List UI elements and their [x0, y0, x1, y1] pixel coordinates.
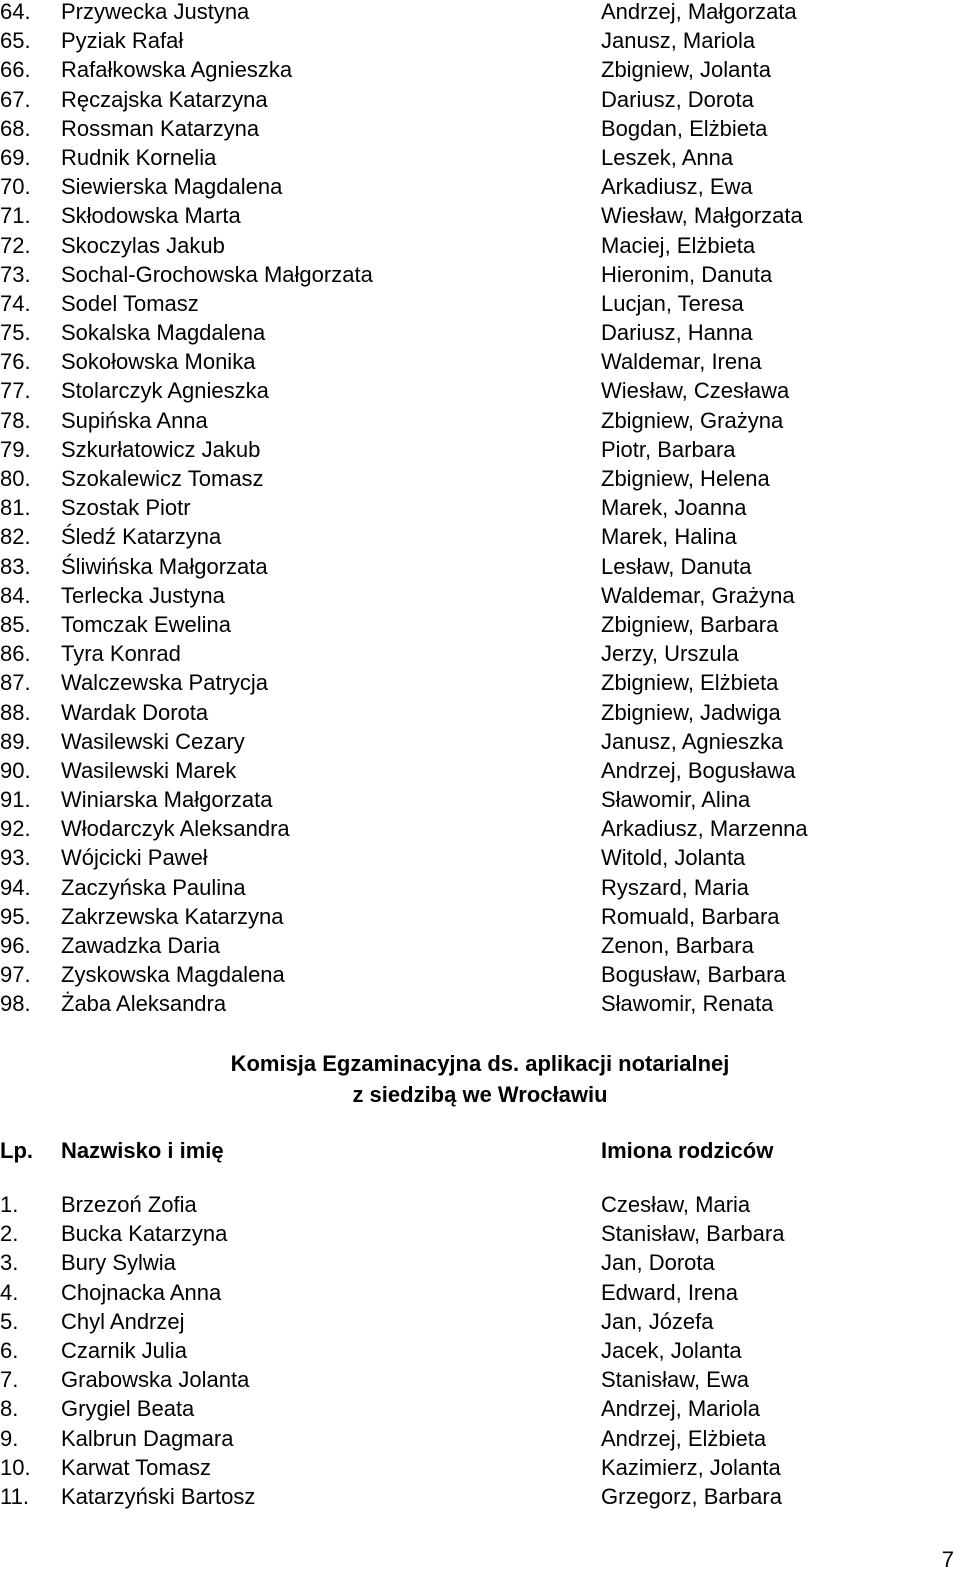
list-item-parents: Zenon, Barbara [601, 933, 754, 958]
list-item-name: Zawadzka Daria [61, 933, 220, 958]
list-item-number: 72. [0, 232, 31, 258]
list-item-number: 81. [0, 495, 31, 521]
list-item-name: Śledź Katarzyna [61, 524, 222, 550]
list-item-name: Chojnacka Anna [61, 1279, 222, 1305]
list-item-number: 68. [0, 115, 31, 141]
list-item-parents: Leszek, Anna [601, 144, 734, 170]
list-item [0, 756, 960, 785]
list-item-name: Grygiel Beata [61, 1396, 195, 1422]
list-item [0, 0, 960, 26]
list-item [0, 347, 960, 376]
list-item-name: Bucka Katarzyna [61, 1221, 228, 1247]
list-item [0, 1307, 960, 1336]
list-item [0, 464, 960, 493]
list-item-name: Zakrzewska Katarzyna [61, 903, 284, 929]
list-item-parents: Jerzy, Urszula [601, 641, 739, 667]
list-item-parents: Maciej, Elżbieta [601, 232, 756, 258]
list-item-name: Przywecka Justyna [61, 0, 250, 24]
list-item-name: Sokołowska Monika [61, 349, 256, 375]
list-item-number: 66. [0, 57, 31, 83]
list-item-name: Kalbrun Dagmara [61, 1425, 234, 1451]
list-item [0, 960, 960, 989]
page-number: 7 [941, 1547, 954, 1572]
list-item-name: Żaba Aleksandra [61, 991, 227, 1017]
list-item [0, 172, 960, 201]
list-item-name: Rudnik Kornelia [61, 144, 217, 170]
list-item-number: 94. [0, 874, 31, 900]
list-item-name: Ręczajska Katarzyna [61, 86, 268, 112]
list-item-number: 93. [0, 845, 31, 871]
list-item [0, 143, 960, 172]
list-item-name: Tyra Konrad [61, 641, 181, 667]
list-item-number: 91. [0, 787, 31, 813]
list-item-name: Sodel Tomasz [61, 290, 199, 316]
list-item-number: 89. [0, 728, 31, 754]
list-item-parents: Dariusz, Dorota [601, 86, 754, 112]
list-item-name: Supińska Anna [61, 407, 208, 433]
candidate-list-wroclaw [0, 1190, 960, 1511]
list-item [0, 1453, 960, 1482]
list-item-parents: Zbigniew, Barbara [601, 611, 779, 637]
list-item-name: Chyl Andrzej [61, 1308, 185, 1334]
list-item-number: 10. [0, 1454, 31, 1480]
list-item-parents: Janusz, Agnieszka [601, 728, 784, 754]
list-item-number: 74. [0, 290, 31, 316]
list-item [0, 1365, 960, 1394]
list-item-parents: Arkadiusz, Marzenna [601, 816, 808, 842]
list-item-number: 83. [0, 553, 31, 579]
list-item [0, 376, 960, 405]
list-item-name: Wójcicki Paweł [61, 845, 208, 871]
list-item [0, 55, 960, 84]
list-item [0, 26, 960, 55]
list-item [0, 114, 960, 143]
list-item-parents: Ryszard, Maria [601, 874, 749, 900]
section-title: Komisja Egzaminacyjna ds. aplikacji notarialnej [230, 1051, 730, 1076]
list-item-name: Wardak Dorota [61, 699, 209, 725]
list-item-number: 85. [0, 611, 31, 637]
list-item-number: 6. [0, 1337, 19, 1363]
list-item-name: Siewierska Magdalena [61, 174, 283, 200]
list-item-name: Stolarczyk Agnieszka [61, 378, 269, 404]
list-item-number: 65. [0, 28, 31, 54]
list-item-number: 95. [0, 903, 31, 929]
list-item-parents: Czesław, Maria [601, 1192, 751, 1217]
list-item-name: Wasilewski Marek [61, 757, 237, 783]
list-item-parents: Wiesław, Małgorzata [601, 203, 803, 229]
list-item-name: Katarzyński Bartosz [61, 1483, 256, 1509]
list-item-name: Grabowska Jolanta [61, 1367, 250, 1393]
list-item-parents: Witold, Jolanta [601, 845, 746, 871]
list-item-number: 3. [0, 1250, 19, 1276]
list-item-number: 71. [0, 203, 31, 229]
list-item-parents: Andrzej, Małgorzata [601, 0, 797, 24]
list-item [0, 843, 960, 872]
list-item [0, 231, 960, 260]
list-item-number: 75. [0, 320, 31, 346]
list-item-name: Skoczylas Jakub [61, 232, 225, 258]
list-item-name: Sokalska Magdalena [61, 320, 266, 346]
list-item-name: Walczewska Patrycja [61, 670, 269, 696]
list-item-number: 87. [0, 670, 31, 696]
list-item-number: 5. [0, 1308, 19, 1334]
list-item [0, 785, 960, 814]
list-item [0, 902, 960, 931]
list-item-number: 67. [0, 86, 31, 112]
list-item-number: 82. [0, 524, 31, 550]
list-item-name: Włodarczyk Aleksandra [61, 816, 290, 842]
list-item-number: 86. [0, 641, 31, 667]
list-item [0, 85, 960, 114]
list-item-name: Tomczak Ewelina [61, 611, 231, 637]
column-headers [0, 1136, 960, 1166]
list-item-parents: Dariusz, Hanna [601, 320, 753, 346]
list-item-parents: Andrzej, Mariola [601, 1396, 760, 1422]
list-item-parents: Romuald, Barbara [601, 903, 780, 929]
list-item-name: Wasilewski Cezary [61, 728, 245, 754]
list-item-name: Terlecka Justyna [61, 582, 225, 608]
list-item-parents: Waldemar, Irena [601, 349, 762, 375]
list-item [0, 406, 960, 435]
list-item-name: Brzezoń Zofia [61, 1192, 197, 1217]
list-item-parents: Bogdan, Elżbieta [601, 115, 768, 141]
list-item-name: Skłodowska Marta [61, 203, 241, 229]
column-header-lp: Lp. [0, 1138, 33, 1163]
list-item-parents: Zbigniew, Grażyna [601, 407, 784, 433]
list-item [0, 639, 960, 668]
list-item-number: 7. [0, 1367, 19, 1393]
list-item-name: Zyskowska Magdalena [61, 962, 285, 988]
list-item-parents: Wiesław, Czesława [601, 378, 790, 404]
list-item [0, 1482, 960, 1511]
list-item [0, 668, 960, 697]
list-item-parents: Grzegorz, Barbara [601, 1483, 782, 1509]
list-item-number: 97. [0, 962, 31, 988]
list-item-name: Szokalewicz Tomasz [61, 466, 264, 491]
list-item-name: Czarnik Julia [61, 1337, 187, 1363]
list-item-parents: Edward, Irena [601, 1279, 738, 1305]
list-item-name: Śliwińska Małgorzata [61, 553, 268, 579]
column-header-name: Nazwisko i imię [61, 1138, 224, 1163]
list-item-parents: Janusz, Mariola [601, 28, 756, 54]
list-item [0, 727, 960, 756]
list-item-number: 9. [0, 1425, 19, 1451]
list-item-parents: Lesław, Danuta [601, 553, 752, 579]
list-item-name: Rafałkowska Agnieszka [61, 57, 293, 83]
list-item [0, 1336, 960, 1365]
list-item-parents: Arkadiusz, Ewa [601, 174, 753, 200]
list-item [0, 698, 960, 727]
list-item [0, 581, 960, 610]
list-item [0, 1248, 960, 1277]
list-item-number: 69. [0, 144, 31, 170]
list-item [0, 610, 960, 639]
list-item-parents: Marek, Halina [601, 524, 737, 550]
list-item [0, 201, 960, 230]
list-item-number: 8. [0, 1396, 19, 1422]
list-item [0, 289, 960, 318]
list-item-number: 90. [0, 757, 31, 783]
list-item-parents: Marek, Joanna [601, 495, 747, 521]
list-item-number: 80. [0, 466, 31, 491]
list-item-number: 96. [0, 933, 31, 958]
column-header-parents: Imiona rodziców [601, 1138, 774, 1163]
list-item [0, 1278, 960, 1307]
list-item-parents: Sławomir, Alina [601, 787, 751, 813]
list-item-parents: Bogusław, Barbara [601, 962, 786, 988]
list-item-name: Rossman Katarzyna [61, 115, 260, 141]
list-item [0, 873, 960, 902]
list-item-number: 78. [0, 407, 31, 433]
list-item-parents: Piotr, Barbara [601, 436, 736, 462]
list-item-number: 92. [0, 816, 31, 842]
list-item [0, 552, 960, 581]
list-item-parents: Hieronim, Danuta [601, 261, 773, 287]
list-item-number: 70. [0, 174, 31, 200]
list-item-number: 4. [0, 1279, 19, 1305]
list-item [0, 931, 960, 960]
list-item-parents: Andrzej, Bogusława [601, 757, 796, 783]
list-item-number: 64. [0, 0, 31, 24]
list-item-name: Bury Sylwia [61, 1250, 176, 1276]
list-item-parents: Zbigniew, Helena [601, 466, 770, 491]
list-item-parents: Andrzej, Elżbieta [601, 1425, 767, 1451]
list-item-parents: Zbigniew, Elżbieta [601, 670, 779, 696]
list-item [0, 814, 960, 843]
list-item-name: Pyziak Rafał [61, 28, 184, 54]
list-item [0, 318, 960, 347]
list-item-number: 11. [0, 1483, 29, 1509]
list-item-parents: Lucjan, Teresa [601, 290, 744, 316]
section-subtitle: z siedzibą we Wrocławiu [352, 1082, 608, 1107]
list-item-name: Szostak Piotr [61, 495, 191, 521]
list-item-name: Karwat Tomasz [61, 1454, 211, 1480]
list-item-number: 88. [0, 699, 31, 725]
list-item [0, 522, 960, 551]
list-item [0, 1424, 960, 1453]
list-item-number: 79. [0, 436, 31, 462]
list-item [0, 493, 960, 522]
list-item-name: Szkurłatowicz Jakub [61, 436, 261, 462]
list-item-number: 77. [0, 378, 31, 404]
list-item-number: 76. [0, 349, 31, 375]
list-item-name: Sochal-Grochowska Małgorzata [61, 261, 373, 287]
list-item-number: 2. [0, 1221, 19, 1247]
list-item-parents: Waldemar, Grażyna [601, 582, 795, 608]
list-item-name: Zaczyńska Paulina [61, 874, 246, 900]
list-item-parents: Jan, Dorota [601, 1250, 715, 1276]
list-item-name: Winiarska Małgorzata [61, 787, 273, 813]
list-item [0, 1394, 960, 1423]
list-item [0, 1190, 960, 1219]
list-item [0, 989, 960, 1018]
list-item-parents: Jan, Józefa [601, 1308, 714, 1334]
list-item-number: 84. [0, 582, 31, 608]
list-item [0, 260, 960, 289]
list-item [0, 435, 960, 464]
list-item-parents: Kazimierz, Jolanta [601, 1454, 781, 1480]
list-item-number: 1. [0, 1192, 19, 1217]
list-item-parents: Stanisław, Ewa [601, 1367, 749, 1393]
list-item-parents: Zbigniew, Jadwiga [601, 699, 781, 725]
list-item-parents: Zbigniew, Jolanta [601, 57, 771, 83]
list-item-parents: Jacek, Jolanta [601, 1337, 742, 1363]
list-item-number: 98. [0, 991, 31, 1017]
list-item-parents: Sławomir, Renata [601, 991, 774, 1017]
list-item-number: 73. [0, 261, 31, 287]
list-item-parents: Stanisław, Barbara [601, 1221, 785, 1247]
list-item [0, 1219, 960, 1248]
